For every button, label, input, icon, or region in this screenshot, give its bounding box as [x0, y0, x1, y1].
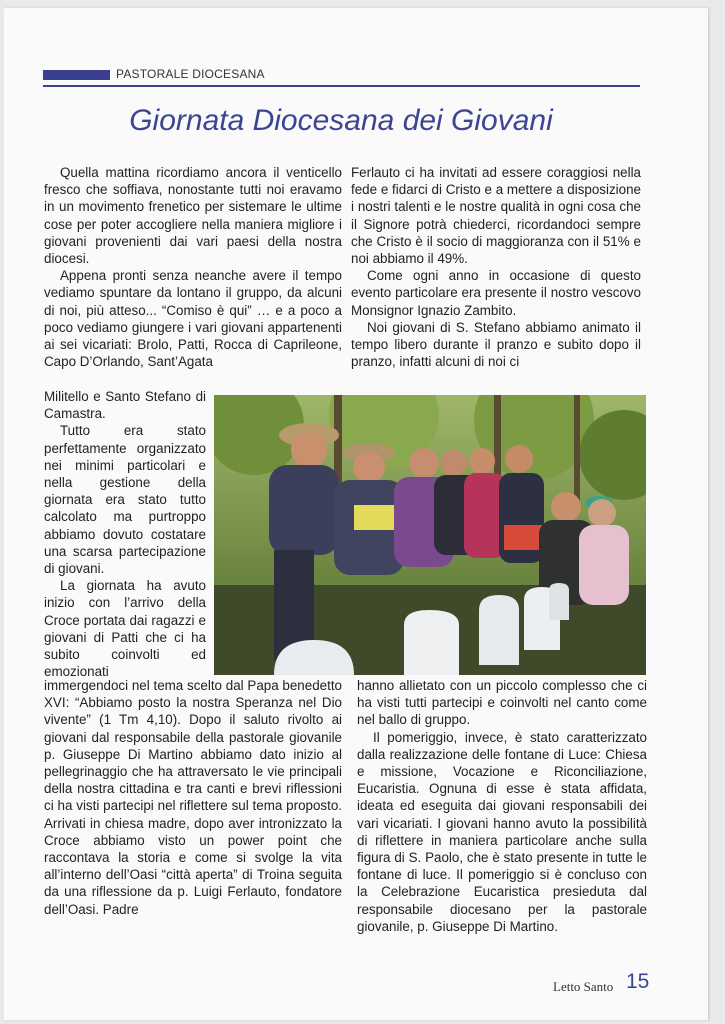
paragraph: Quella mattina ricordiamo ancora il venticello fresco che soffiava, nonostante tutti noi eravamo in un movimento frenetico per sistemare le ultime cose per poter accogliere nella maniera migliore i giovani provenienti dai vari paesi della nostra diocesi.	[44, 165, 342, 267]
paragraph: Militello e Santo Stefano di Camastra.	[44, 389, 206, 422]
article-column-left-top	[44, 164, 342, 370]
section-accent-bar	[43, 70, 110, 80]
paragraph: Noi giovani di S. Stefano abbiamo animato il tempo libero durante il pranzo e subito dopo il pranzo, infatti alcuni di noi ci	[351, 319, 641, 370]
magazine-brand: Letto Santo	[553, 979, 614, 994]
article-title: Giornata Diocesana dei Giovani	[129, 104, 553, 137]
section-label: PASTORALE DIOCESANA	[116, 67, 265, 81]
article-column-right-top	[351, 164, 641, 370]
article-column-left-bottom	[44, 677, 342, 918]
page-number: 15	[626, 970, 650, 993]
paragraph: La giornata ha avuto inizio con l’arrivo della Croce portata dai ragazzi e giovani di Patti che ci ha subito coinvolti ed emozionati	[44, 578, 206, 680]
group-photo	[214, 395, 646, 675]
paragraph: Il pomeriggio, invece, è stato caratterizzato dalla realizzazione delle fontane di Luce: Chiesa e missione, Vocazione e Riconciliazione, Eucaristia. Ognuna di esse è stata affidata, ideata ed eseguita dai giovani responsabili dei vari vicariati. I giovani hanno avuto la possibilità di riflettere in maniera particolare anche sulla figura di S. Paolo, che è stato presente in tutte le fontane di luce. Il pomeriggio si è concluso con la Celebrazione Eucaristica presieduta dal responsabile diocesano per la pastorale giovanile, p. Giuseppe Di Martino.	[357, 729, 647, 934]
article-column-right-bottom	[357, 677, 647, 935]
paragraph: Come ogni anno in occasione di questo evento particolare era presente il nostro vescovo Monsignor Ignazio Zambito.	[351, 268, 641, 318]
header-rule	[43, 85, 640, 87]
paragraph: Ferlauto ci ha invitati ad essere coraggiosi nella fede e fidarci di Cristo e a mettere a disposizione i nostri talenti e le nostre qualità in ogni cosa che il Signore potrà chiederci, ricordandoci sempre che Cristo è il socio di maggioranza con il 51% e noi abbiamo il 49%.	[351, 165, 641, 267]
paragraph: hanno allietato con un piccolo complesso che ci ha visti tutti partecipi e coinvolti nel canto come nel ballo di gruppo.	[357, 678, 647, 728]
article-column-left-narrow	[44, 388, 206, 680]
paragraph: Appena pronti senza neanche avere il tempo vediamo spuntare da lontano il gruppo, da alcuni di noi, più atteso... “Comiso è qui” … e a poco a poco vediamo giungere i vari giovani appartenenti ai sei vicariati: Brolo, Patti, Rocca di Caprileone, Capo D’Orlando, Sant’Agata	[44, 268, 342, 370]
paragraph: Tutto era stato perfettamente organizzato nei minimi particolari e nella gestione della giornata era stato tutto calcolato ma purtroppo abbiamo dovuto costatare una scarsa partecipazione di giovani.	[44, 423, 206, 577]
paragraph: immergendoci nel tema scelto dal Papa benedetto XVI: “Abbiamo posto la nostra Speranza nel Dio vivente” (1 Tm 4,10). Dopo il saluto rivolto ai giovani dal responsabile della pastorale giovanile p. Giuseppe Di Martino abbiamo dato inizio al pellegrinaggio che ha attraversato le vie principali della nostra cittadina e tra canti e brevi riflessioni ci ha visti partecipi nel riflettere sul tema proposto. Arrivati in chiesa madre, dopo aver intronizzato la Croce abbiamo visto un power point che raccontava la storia e come si svolge la vita all’interno dell’Oasi “città aperta” di Troina seguita da una riflessione da p. Luigi Ferlauto, fondatore dell’Oasi. Padre	[44, 678, 342, 917]
